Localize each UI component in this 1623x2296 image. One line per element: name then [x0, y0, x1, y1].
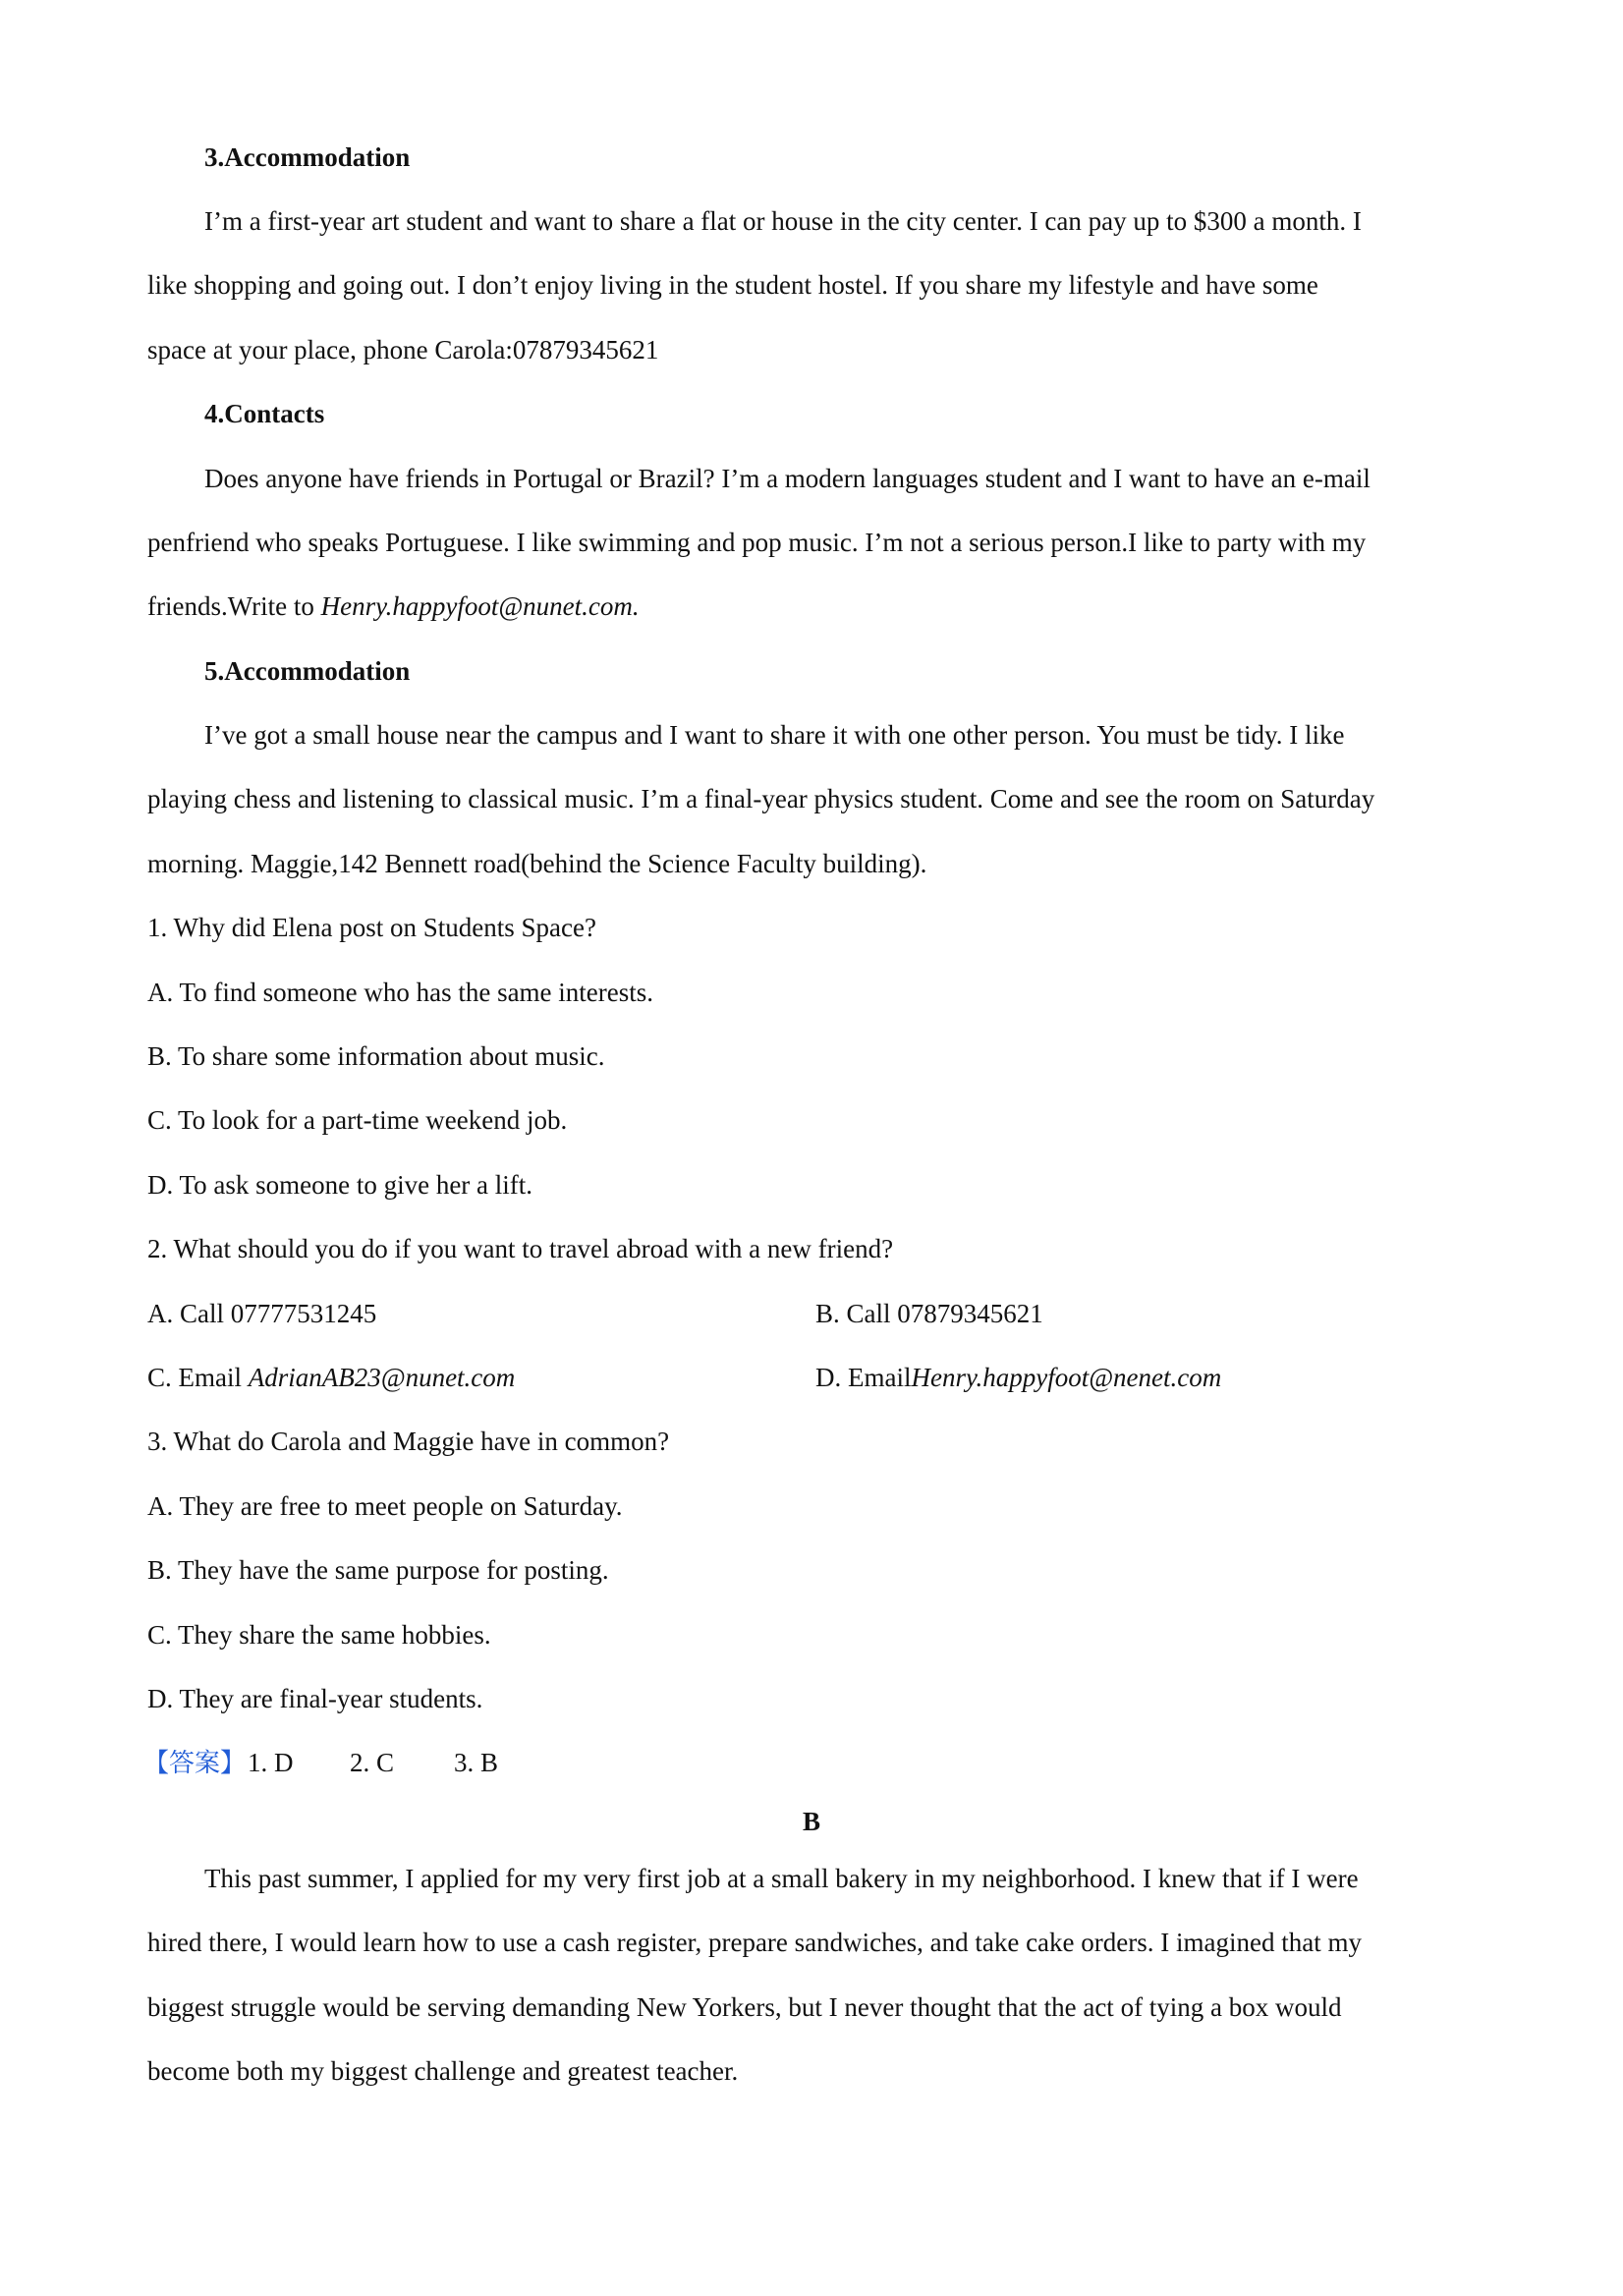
adrian-email-text: AdrianAB23@nunet.com: [248, 1363, 516, 1392]
section-4-heading: 4.Contacts: [204, 399, 325, 428]
question-1-option-d: D. To ask someone to give her a lift.: [147, 1170, 533, 1200]
section-5-line-3: morning. Maggie,142 Bennett road(behind the Science Faculty building).: [147, 849, 927, 878]
answer-key: [143, 1747, 1480, 1779]
question-3-option-c: C. They share the same hobbies.: [147, 1620, 491, 1650]
section-5-line-1: I’ve got a small house near the campus and I want to share it with one other person. You must be tidy. I like: [204, 720, 1345, 750]
section-4-line-3: [147, 590, 1483, 622]
question-2-option-b: B. Call 07879345621: [815, 1299, 1043, 1328]
question-2-option-c: [147, 1362, 776, 1393]
question-1-option-c: C. To look for a part-time weekend job.: [147, 1105, 568, 1135]
question-2-stem: 2. What should you do if you want to travel abroad with a new friend?: [147, 1234, 894, 1263]
question-3-option-d: D. They are final-year students.: [147, 1684, 483, 1713]
question-2-option-c-text: C. Email: [147, 1363, 249, 1392]
passage-b-heading: B: [802, 1807, 820, 1836]
question-1-option-b: B. To share some information about music.: [147, 1041, 605, 1071]
answer-item-1: 1. D: [248, 1748, 294, 1777]
answer-item-2: 2. C: [350, 1748, 395, 1777]
question-1-option-a: A. To find someone who has the same interests.: [147, 978, 654, 1007]
section-3-line-3: space at your place, phone Carola:07879345621: [147, 335, 659, 364]
section-3-line-2: like shopping and going out. I don’t enjoy living in the student hostel. If you share my lifestyle and have some: [147, 270, 1318, 300]
section-3-heading: 3.Accommodation: [204, 142, 411, 172]
question-3-option-b: B. They have the same purpose for posting.: [147, 1555, 609, 1585]
henry-email-text: Henry.happyfoot@nunet.com.: [320, 591, 640, 621]
section-4-line-1: Does anyone have friends in Portugal or Brazil? I’m a modern languages student and I want to have an e-mail: [204, 464, 1371, 493]
passage-b-line-2: hired there, I would learn how to use a cash register, prepare sandwiches, and take cake orders. I imagined that my: [147, 1928, 1362, 1957]
question-2-option-d-text: D. Email: [815, 1363, 912, 1392]
question-3-stem: 3. What do Carola and Maggie have in common?: [147, 1427, 670, 1456]
section-4-line-2: penfriend who speaks Portuguese. I like swimming and pop music. I’m not a serious person.I like to party with my: [147, 528, 1367, 557]
section-4-line-3-text: friends.Write to: [147, 591, 321, 621]
section-5-line-2: playing chess and listening to classical music. I’m a final-year physics student. Come and see the room on Saturday: [147, 784, 1375, 813]
passage-b-line-3: biggest struggle would be serving demanding New Yorkers, but I never thought that the act of tying a box would: [147, 1992, 1342, 2022]
answer-item-3: 3. B: [454, 1748, 499, 1777]
section-3-line-1: I’m a first-year art student and want to share a flat or house in the city center. I can pay up to $300 a month. I: [204, 206, 1362, 236]
henry-nenet-email-text: Henry.happyfoot@nenet.com: [911, 1363, 1222, 1392]
answer-label: 【答案】: [143, 1749, 247, 1778]
question-1-stem: 1. Why did Elena post on Students Space?: [147, 913, 596, 942]
section-5-heading: 5.Accommodation: [204, 656, 411, 686]
passage-b-line-4: become both my biggest challenge and greatest teacher.: [147, 2056, 739, 2086]
passage-b-line-1: This past summer, I applied for my very first job at a small bakery in my neighborhood. I knew that if I were: [204, 1864, 1359, 1893]
question-2-option-a: A. Call 07777531245: [147, 1299, 377, 1328]
question-3-option-a: A. They are free to meet people on Saturday.: [147, 1491, 623, 1521]
question-2-option-d: [815, 1362, 1483, 1393]
